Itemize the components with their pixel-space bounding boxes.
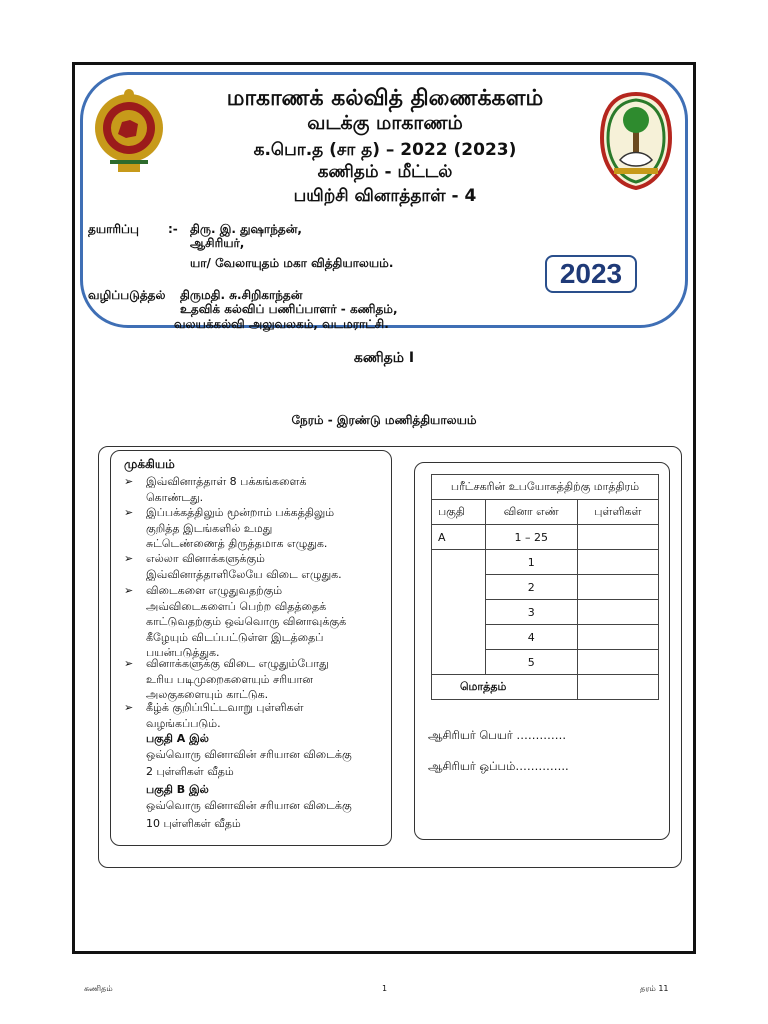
exam-duration: நேரம் - இரண்டு மணித்தியாலயம் — [291, 413, 477, 427]
question-marks[interactable] — [577, 625, 658, 650]
question-number: 4 — [485, 625, 577, 650]
instruction-line: கீழ்க் குறிப்பிட்டவாறு புள்ளிகள் — [146, 701, 304, 714]
question-number: 3 — [485, 600, 577, 625]
guided-name: திருமதி. சு.சிறிகாந்தன் — [180, 288, 303, 302]
question-number: 5 — [485, 650, 577, 675]
instruction-line: இவ்வினாத்தாள் 8 பக்கங்களைக் — [146, 475, 307, 488]
instruction-line: பயன்படுத்துக. — [146, 646, 220, 659]
bullet-arrow-icon: ➢ — [124, 584, 134, 597]
question-number: 2 — [485, 575, 577, 600]
footer-page-number: 1 — [382, 984, 388, 993]
bullet-arrow-icon: ➢ — [124, 552, 134, 565]
marks-table-title: பரீட்சகரின் உபயோகத்திற்கு மாத்திரம் — [432, 475, 659, 500]
instruction-item — [124, 505, 392, 552]
prepared-arrow: :- — [168, 222, 178, 236]
guided-label: வழிப்படுத்தல் — [88, 288, 166, 302]
instruction-item — [124, 656, 392, 703]
total-marks[interactable] — [577, 675, 658, 700]
footer-grade: தரம் 11 — [640, 984, 669, 993]
footer-subject: கணிதம் — [84, 984, 113, 993]
part-a-marks[interactable] — [577, 525, 658, 550]
section-b-title: பகுதி B இல் — [146, 783, 209, 796]
exam-title: க.பொ.த (சா த) – 2022 (2023) — [253, 140, 517, 160]
question-marks[interactable] — [577, 575, 658, 600]
provincial-logo-icon — [598, 90, 674, 190]
instruction-item — [124, 583, 392, 661]
instruction-line: காட்டுவதற்கும் ஒவ்வொரு வினாவுக்குக் — [146, 615, 347, 628]
instruction-line: வினாக்களுக்கு விடை எழுதும்போது — [146, 657, 329, 670]
bullet-arrow-icon: ➢ — [124, 657, 134, 670]
paper-title: பயிற்சி வினாத்தாள் - 4 — [293, 186, 477, 206]
prepared-label: தயாரிப்பு — [88, 222, 139, 236]
part-a-range: 1 – 25 — [485, 525, 577, 550]
question-number: 1 — [485, 550, 577, 575]
section-b-text: ஒவ்வொரு வினாவின் சரியான விடைக்கு — [146, 799, 352, 812]
total-label: மொத்தம் — [432, 675, 578, 700]
question-marks[interactable] — [577, 600, 658, 625]
question-marks[interactable] — [577, 550, 658, 575]
header-part: பகுதி — [432, 500, 486, 525]
bullet-arrow-icon: ➢ — [124, 506, 134, 519]
instruction-line: சுட்டெண்ணைத் திருத்தமாக எழுதுக. — [146, 537, 328, 550]
header-question-no: வினா எண் — [485, 500, 577, 525]
section-a-text: ஒவ்வொரு வினாவின் சரியான விடைக்கு — [146, 748, 352, 761]
paper-subject: கணிதம் I — [353, 350, 415, 366]
guided-role: உதவிக் கல்விப் பணிப்பாளர் - கணிதம், — [180, 302, 398, 316]
section-a-points: 2 புள்ளிகள் வீதம் — [146, 765, 234, 778]
instructions-title: முக்கியம் — [124, 457, 175, 471]
instruction-line: உரிய படிமுறைகளையும் சரியான — [146, 672, 313, 686]
instruction-line: கொண்டது. — [146, 490, 204, 504]
teacher-signature-field[interactable]: ஆசிரியர் ஒப்பம்………….. — [428, 759, 569, 773]
year-badge: 2023 — [545, 255, 637, 293]
prepared-name: திரு. இ. துஷாந்தன், — [190, 222, 302, 236]
instruction-line: எல்லா வினாக்களுக்கும் — [146, 552, 265, 565]
marks-table — [431, 474, 659, 700]
instruction-line: இவ்வினாத்தாளிலேயே விடை எழுதுக. — [146, 567, 342, 581]
section-a-title: பகுதி A இல் — [146, 732, 209, 745]
part-a-cell: A — [432, 525, 486, 550]
question-marks[interactable] — [577, 650, 658, 675]
department-title: மாகாணக் கல்வித் திணைக்களம் — [226, 86, 544, 111]
instruction-line: விடைகளை எழுதுவதற்கும் — [146, 584, 283, 597]
instruction-line: இப்பக்கத்திலும் மூன்றாம் பக்கத்திலும் — [146, 506, 335, 519]
prepared-role: ஆசிரியர், — [190, 236, 245, 250]
bullet-arrow-icon: ➢ — [124, 701, 134, 714]
instruction-line: அலகுகளையும் காட்டுக. — [146, 688, 269, 701]
section-b-points: 10 புள்ளிகள் வீதம் — [146, 817, 241, 830]
header-marks: புள்ளிகள் — [577, 500, 658, 525]
guided-office: வலயக்கல்வி அலுவலகம், வடமராட்சி. — [174, 317, 389, 331]
national-emblem-icon — [92, 86, 166, 182]
instruction-line: கீழேயும் விடப்பட்டுள்ள இடத்தைப் — [146, 630, 324, 644]
bullet-arrow-icon: ➢ — [124, 475, 134, 488]
instruction-item — [124, 700, 392, 731]
instruction-line: வழங்கப்படும். — [146, 716, 221, 730]
instruction-item — [124, 551, 392, 582]
instruction-item — [124, 474, 392, 505]
part-b-cell — [432, 550, 486, 675]
subject-title: கணிதம் - மீட்டல் — [317, 162, 453, 182]
teacher-name-field[interactable]: ஆசிரியர் பெயர் …………. — [428, 728, 567, 742]
province-title: வடக்கு மாகாணம் — [307, 112, 463, 134]
instruction-line: குறித்த இடங்களில் உமது — [146, 521, 273, 535]
prepared-school: யா/ வேலாயுதம் மகா வித்தியாலயம். — [190, 256, 394, 270]
instruction-line: அவ்விடைகளைப் பெற்ற விதத்தைக் — [146, 599, 327, 613]
